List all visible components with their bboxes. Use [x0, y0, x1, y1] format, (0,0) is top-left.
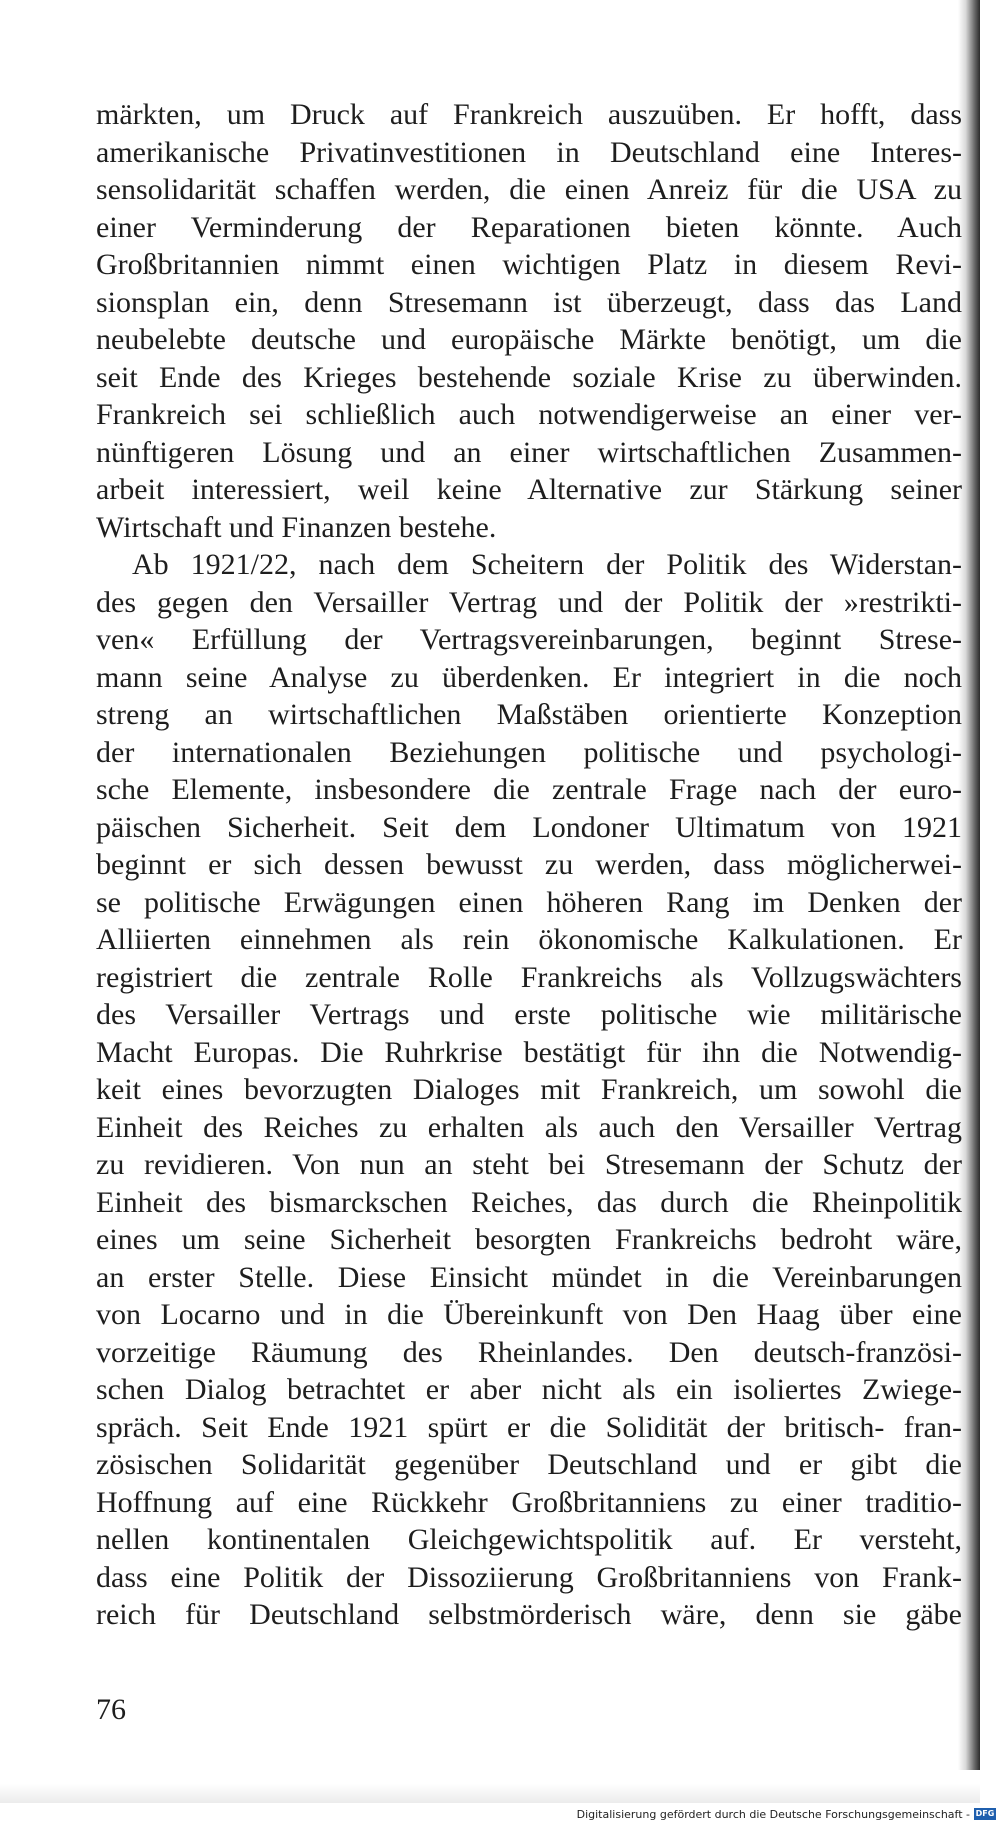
funding-note: Digitalisierung gefördert durch die Deutsche Forschungsgemeinschaft - — [576, 1808, 970, 1821]
text-line: se politische Erwägungen einen höheren Rang im Denken der — [96, 885, 962, 919]
body-text — [96, 96, 962, 1634]
text-line: zu revidieren. Von nun an steht bei Stresemann der Schutz der — [96, 1148, 962, 1181]
text-line: nünftigeren Lösung und an einer wirtschaftlichen Zusammen- — [96, 435, 962, 469]
text-line: dass eine Politik der Dissoziierung Großbritanniens von Frank- — [96, 1560, 962, 1594]
text-line: Hoffnung auf eine Rückkehr Großbritanniens zu einer traditio- — [96, 1485, 962, 1519]
text-line: sensolidarität schaffen werden, die einen Anreiz für die USA zu — [96, 173, 962, 206]
text-line: der internationalen Beziehungen politische und psychologi- — [96, 735, 962, 769]
text-line: des gegen den Versailler Vertrag und der Politik der »restrikti- — [96, 585, 962, 619]
text-line: Macht Europas. Die Ruhrkrise bestätigt für ihn die Notwendig- — [96, 1035, 962, 1069]
text-line: einer Verminderung der Reparationen bieten könnte. Auch — [96, 210, 962, 244]
text-line: zösischen Solidarität gegenüber Deutschland und er gibt die — [96, 1448, 962, 1481]
text-line: des Versailler Vertrags und erste politische wie militärische — [96, 998, 962, 1031]
text-line: päischen Sicherheit. Seit dem Londoner Ultimatum von 1921 — [96, 810, 962, 844]
text-line: Einheit des Reiches zu erhalten als auch den Versailler Vertrag — [96, 1110, 962, 1144]
page-bottom-shade — [0, 1770, 980, 1803]
text-line: beginnt er sich dessen bewusst zu werden, dass möglicherwei- — [96, 848, 962, 881]
text-line: neubelebte deutsche und europäische Märkte benötigt, um die — [96, 323, 962, 356]
text-line: eines um seine Sicherheit besorgten Frankreichs bedroht wäre, — [96, 1223, 962, 1256]
text-line: arbeit interessiert, weil keine Alternative zur Stärkung seiner — [96, 473, 962, 506]
text-line: streng an wirtschaftlichen Maßstäben orientierte Konzeption — [96, 698, 962, 731]
text-line: sionsplan ein, denn Stresemann ist überzeugt, dass das Land — [96, 285, 962, 319]
paragraph-2 — [96, 546, 962, 1634]
text-line: reich für Deutschland selbstmörderisch wäre, denn sie gäbe — [96, 1598, 962, 1631]
text-line: an erster Stelle. Diese Einsicht mündet in die Vereinbarungen — [96, 1260, 962, 1294]
digitization-footer — [0, 1803, 1000, 1828]
text-line: sche Elemente, insbesondere die zentrale Frage nach der euro- — [96, 773, 962, 806]
text-line: Alliierten einnehmen als rein ökonomische Kalkulationen. Er — [96, 923, 962, 956]
text-line: Frankreich sei schließlich auch notwendigerweise an einer ver- — [96, 398, 962, 431]
text-line: amerikanische Privatinvestitionen in Deutschland eine Interes- — [96, 135, 962, 169]
text-line: ven« Erfüllung der Vertragsvereinbarungen, beginnt Strese- — [96, 623, 962, 656]
text-line: Ab 1921/22, nach dem Scheitern der Politik des Widerstan- — [132, 548, 962, 581]
text-line: seit Ende des Krieges bestehende soziale Krise zu überwinden. — [96, 360, 962, 394]
dfg-logo-icon: DFG — [975, 1809, 995, 1818]
text-line: mann seine Analyse zu überdenken. Er integriert in die noch — [96, 660, 962, 694]
paragraph-1 — [96, 96, 962, 546]
text-line: Großbritannien nimmt einen wichtigen Platz in diesem Revi- — [96, 248, 962, 281]
text-line: Einheit des bismarckschen Reiches, das durch die Rheinpolitik — [96, 1185, 962, 1219]
text-line: vorzeitige Räumung des Rheinlandes. Den deutsch-französi- — [96, 1335, 962, 1369]
text-line: märkten, um Druck auf Frankreich auszuüben. Er hofft, dass — [96, 98, 962, 131]
text-line: schen Dialog betrachtet er aber nicht als ein isoliertes Zwiege- — [96, 1373, 962, 1406]
text-line: Wirtschaft und Finanzen bestehe. — [96, 510, 497, 544]
page-number: 76 — [96, 1693, 126, 1726]
text-line: von Locarno und in die Übereinkunft von Den Haag über eine — [96, 1298, 962, 1331]
text-line: keit eines bevorzugten Dialoges mit Frankreich, um sowohl die — [96, 1073, 962, 1106]
text-line: spräch. Seit Ende 1921 spürt er die Solidität der britisch- fran- — [96, 1410, 962, 1444]
text-line: registriert die zentrale Rolle Frankreichs als Vollzugswächters — [96, 960, 962, 994]
text-line: nellen kontinentalen Gleichgewichtspolitik auf. Er versteht, — [96, 1523, 962, 1556]
